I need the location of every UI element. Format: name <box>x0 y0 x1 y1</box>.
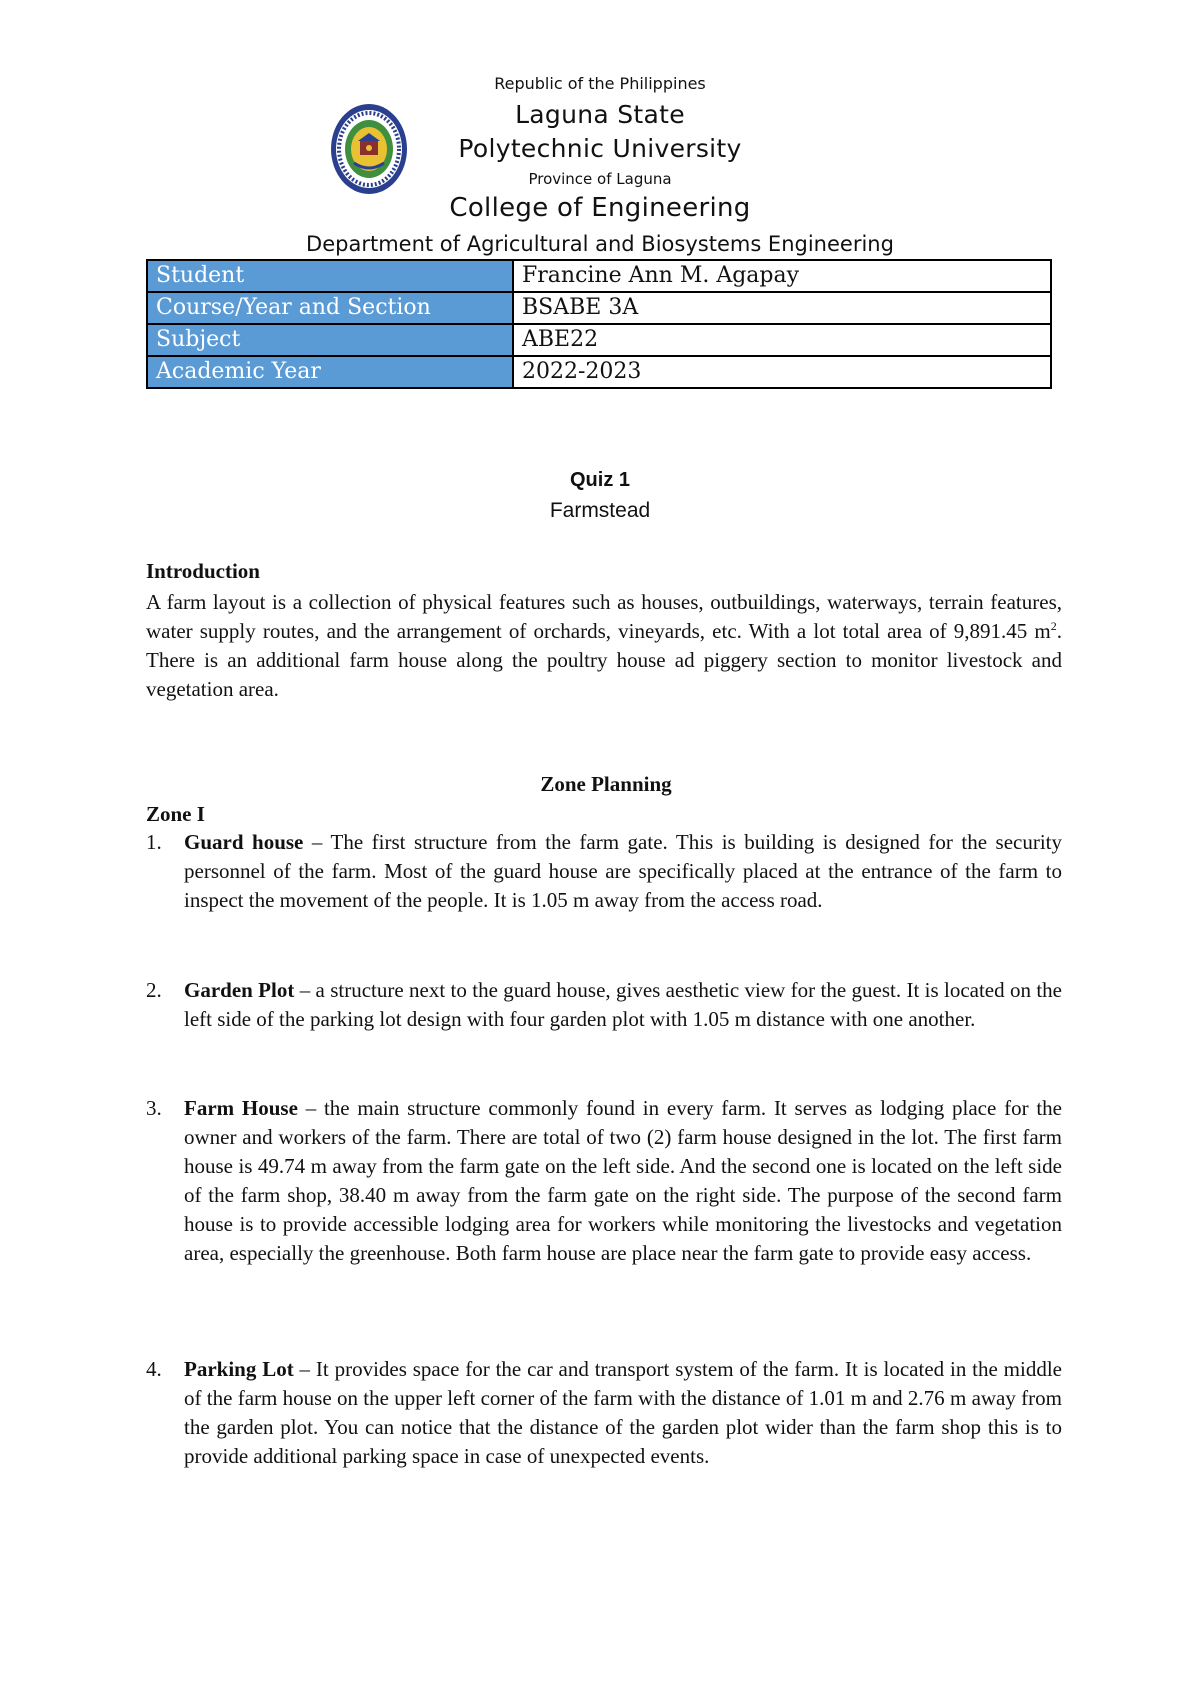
student-label: Student <box>147 260 513 292</box>
list-item <box>146 828 1062 915</box>
college-name: College of Engineering <box>449 193 751 223</box>
table-row <box>147 324 1051 356</box>
table-row <box>147 292 1051 324</box>
introduction-heading: Introduction <box>146 559 260 583</box>
course-value: BSABE 3A <box>513 292 1051 324</box>
list-item-term: Parking Lot <box>184 1357 294 1381</box>
list-item-number: 4. <box>146 1357 162 1381</box>
list-item-term: Garden Plot <box>184 978 295 1002</box>
quiz-subtitle: Farmstead <box>549 499 651 522</box>
province-line: Province of Laguna <box>528 170 672 188</box>
list-item-text: – It provides space for the car and transport system of the farm. It is located in the middle of the farm house on the upper left corner of the farm with the distance of 1.01 m and 2.76 m away from the garden plot. You can notice that the distance of the garden plot wider than the farm shop this is to provide additional parking space in case of unexpected events. <box>184 1357 1063 1468</box>
introduction-paragraph <box>146 588 1062 704</box>
list-item <box>146 976 1062 1034</box>
table-row <box>147 356 1051 388</box>
list-item-text: – a structure next to the guard house, gives aesthetic view for the guest. It is located on the left side of the parking lot design with four garden plot with 1.05 m distance with one another. <box>184 978 1062 1031</box>
university-name-line1: Laguna State <box>515 100 685 129</box>
student-value: Francine Ann M. Agapay <box>513 260 1051 292</box>
department-name: Department of Agricultural and Biosystems Engineering <box>306 232 894 256</box>
republic-line: Republic of the Philippines <box>494 74 706 93</box>
list-item-text: – The first structure from the farm gate. This is building is designed for the security personnel of the farm. Most of the guard house are specifically placed at the entrance of the farm to inspect the movement of the people. It is 1.05 m away from the access road. <box>184 830 1062 912</box>
student-info-table <box>146 259 1052 389</box>
list-item-number: 3. <box>146 1096 162 1120</box>
course-label: Course/Year and Section <box>147 292 513 324</box>
subject-value: ABE22 <box>513 324 1051 356</box>
intro-text-part2: . There is an additional farm house along the poultry house ad piggery section to monitor livestock and vegetation area. <box>146 619 1062 701</box>
academic-year-label: Academic Year <box>147 356 513 388</box>
list-item <box>146 1094 1062 1268</box>
intro-superscript: 2 <box>1050 619 1057 633</box>
academic-year-value: 2022-2023 <box>513 356 1051 388</box>
list-item-text: – the main structure commonly found in every farm. It serves as lodging place for the owner and workers of the farm. There are total of two (2) farm house designed in the lot. The first farm house is 49.74 m away from the farm gate on the left side. And the second one is located on the left side of the farm shop, 38.40 m away from the farm gate on the right side. The purpose of the second farm house is to provide accessible lodging area for workers while monitoring the livestocks and vegetation area, especially the greenhouse. Both farm house are place near the farm gate to provide easy access. <box>184 1096 1062 1265</box>
list-item-term: Guard house <box>184 830 304 854</box>
list-item-term: Farm House <box>184 1096 298 1120</box>
list-item-number: 2. <box>146 978 162 1002</box>
quiz-title: Quiz 1 <box>569 469 630 491</box>
list-item-number: 1. <box>146 830 162 854</box>
list-item <box>146 1355 1062 1471</box>
zone-planning-heading: Zone Planning <box>540 772 672 796</box>
intro-text-part1: A farm layout is a collection of physical features such as houses, outbuildings, waterways, terrain features, water supply routes, and the arrangement of orchards, vineyards, etc. With a lot total area of 9,891.45 m <box>146 590 1062 643</box>
zone-heading: Zone I <box>146 802 205 826</box>
table-row <box>147 260 1051 292</box>
subject-label: Subject <box>147 324 513 356</box>
university-name-line2: Polytechnic University <box>458 134 742 163</box>
